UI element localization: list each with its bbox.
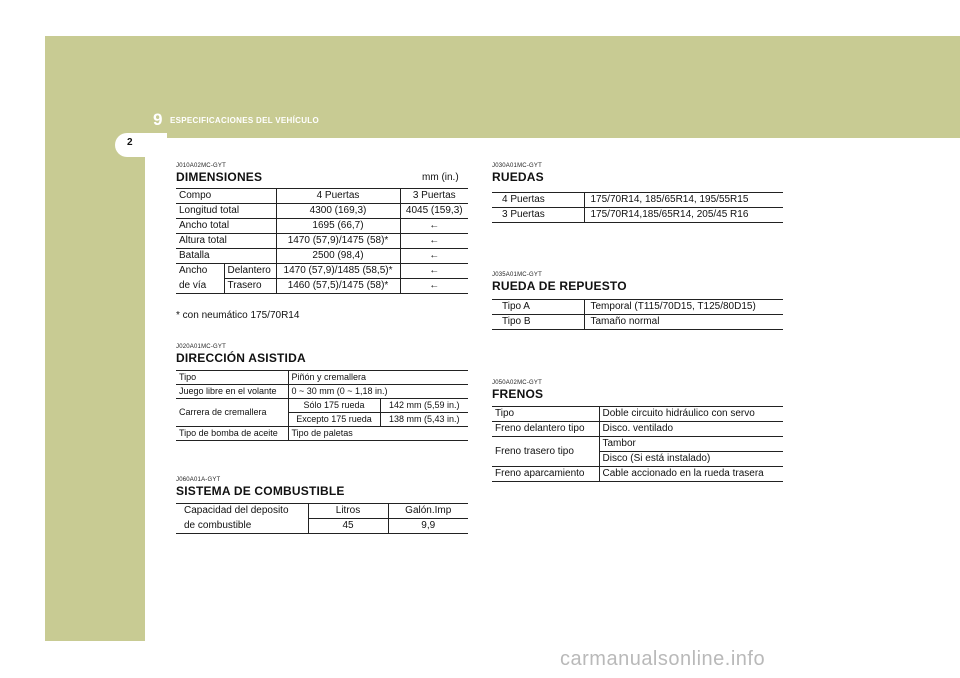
table-row [176, 371, 468, 385]
table-cell: 0 ~ 30 mm (0 ~ 1,18 in.) [288, 385, 468, 399]
left-arrow-icon: ← [400, 219, 468, 234]
table-cell: Disco (Si está instalado) [599, 452, 783, 467]
table-row [176, 264, 468, 279]
table-cell: Tipo de paletas [288, 427, 468, 441]
repuesto-title: RUEDA DE REPUESTO [492, 279, 627, 293]
table-cell: Tipo A [492, 300, 584, 315]
dimensiones-table [176, 188, 468, 294]
frenos-code: J050A02MC-GYT [492, 380, 542, 386]
table-row [492, 422, 783, 437]
table-cell: Batalla [176, 249, 276, 264]
table-cell: Tambor [599, 437, 783, 452]
dimensiones-code: J010A02MC-GYT [176, 163, 226, 169]
table-row [492, 208, 783, 223]
frenos-table [492, 406, 783, 482]
table-cell: Longitud total [176, 204, 276, 219]
table-cell: 175/70R14,185/65R14, 205/45 R16 [584, 208, 783, 223]
table-cell: 1470 (57,9)/1475 (58)* [276, 234, 400, 249]
table-cell: 9,9 [388, 519, 468, 534]
combustible-title: SISTEMA DE COMBUSTIBLE [176, 484, 345, 498]
watermark: carmanualsonline.info [560, 648, 766, 670]
table-row [176, 427, 468, 441]
left-arrow-icon: ← [400, 234, 468, 249]
table-row [492, 407, 783, 422]
combustible-table [176, 503, 468, 534]
table-cell: Delantero [224, 264, 276, 279]
table-cell: de combustible [176, 519, 308, 534]
table-cell: Piñón y cremallera [288, 371, 468, 385]
table-cell: 1695 (66,7) [276, 219, 400, 234]
table-row [176, 279, 468, 294]
table-row [176, 219, 468, 234]
table-row [492, 437, 783, 452]
dimensiones-title: DIMENSIONES [176, 170, 263, 184]
table-row [176, 189, 468, 204]
page-tab [115, 133, 167, 157]
table-row [492, 193, 783, 208]
left-arrow-icon: ← [400, 279, 468, 294]
table-cell: 4045 (159,3) [400, 204, 468, 219]
table-row [176, 385, 468, 399]
table-row [492, 300, 783, 315]
table-cell: Ancho [179, 265, 208, 277]
table-cell: Tipo de bomba de aceite [176, 427, 288, 441]
table-cell: 142 mm (5,59 in.) [380, 399, 468, 413]
ruedas-title: RUEDAS [492, 170, 544, 184]
chapter-title: ESPECIFICACIONES DEL VEHÍCULO [170, 116, 320, 125]
ruedas-code: J030A01MC-GYT [492, 163, 542, 169]
table-cell: Tamaño normal [584, 315, 783, 330]
repuesto-table [492, 299, 783, 330]
table-row [176, 234, 468, 249]
table-cell: Altura total [176, 234, 276, 249]
table-cell: Cable accionado en la rueda trasera [599, 467, 783, 482]
table-cell: Capacidad del deposito [176, 504, 308, 519]
direccion-table [176, 370, 468, 441]
table-cell: 4 Puertas [492, 193, 584, 208]
table-cell: Galón.Imp [388, 504, 468, 519]
table-cell: Disco. ventilado [599, 422, 783, 437]
table-cell: Freno aparcamiento [492, 467, 599, 482]
table-cell: Freno trasero tipo [492, 437, 599, 467]
table-cell: 4300 (169,3) [276, 204, 400, 219]
table-cell: Compo [176, 189, 276, 204]
frenos-title: FRENOS [492, 387, 544, 401]
dimensiones-footnote: * con neumático 175/70R14 [176, 310, 300, 321]
table-cell: 1460 (57,5)/1475 (58)* [276, 279, 400, 294]
direccion-code: J020A01MC-GYT [176, 344, 226, 350]
table-row [176, 504, 468, 519]
table-cell: Litros [308, 504, 388, 519]
table-cell: Temporal (T115/70D15, T125/80D15) [584, 300, 783, 315]
table-cell: 175/70R14, 185/65R14, 195/55R15 [584, 193, 783, 208]
table-cell: Tipo B [492, 315, 584, 330]
left-arrow-icon: ← [400, 249, 468, 264]
table-cell: 4 Puertas [276, 189, 400, 204]
left-arrow-icon: ← [400, 264, 468, 279]
repuesto-code: J035A01MC-GYT [492, 272, 542, 278]
table-cell: Freno delantero tipo [492, 422, 599, 437]
table-row [492, 467, 783, 482]
table-cell: Tipo [176, 371, 288, 385]
table-cell: Doble circuito hidráulico con servo [599, 407, 783, 422]
table-row [176, 519, 468, 534]
table-row [492, 315, 783, 330]
table-cell: 2500 (98,4) [276, 249, 400, 264]
table-cell: 138 mm (5,43 in.) [380, 413, 468, 427]
table-cell: 1470 (57,9)/1485 (58,5)* [276, 264, 400, 279]
dimensiones-unit: mm (in.) [422, 172, 459, 183]
table-row [176, 249, 468, 264]
ruedas-table [492, 192, 783, 223]
table-cell: 45 [308, 519, 388, 534]
chapter-number: 9 [153, 110, 163, 129]
direccion-title: DIRECCIÓN ASISTIDA [176, 351, 306, 365]
table-cell: de vía [176, 279, 224, 294]
table-cell: 3 Puertas [492, 208, 584, 223]
table-cell: Excepto 175 rueda [288, 413, 380, 427]
table-cell: Ancho total [176, 219, 276, 234]
table-row [176, 204, 468, 219]
table-cell: Juego libre en el volante [176, 385, 288, 399]
table-cell: Tipo [492, 407, 599, 422]
table-row [176, 399, 468, 413]
table-cell: Trasero [224, 279, 276, 294]
page-number: 2 [127, 137, 133, 148]
combustible-code: J060A01A-GYT [176, 477, 221, 483]
table-cell: Carrera de cremallera [176, 399, 288, 427]
table-cell: 3 Puertas [400, 189, 468, 204]
table-cell: Sólo 175 rueda [288, 399, 380, 413]
